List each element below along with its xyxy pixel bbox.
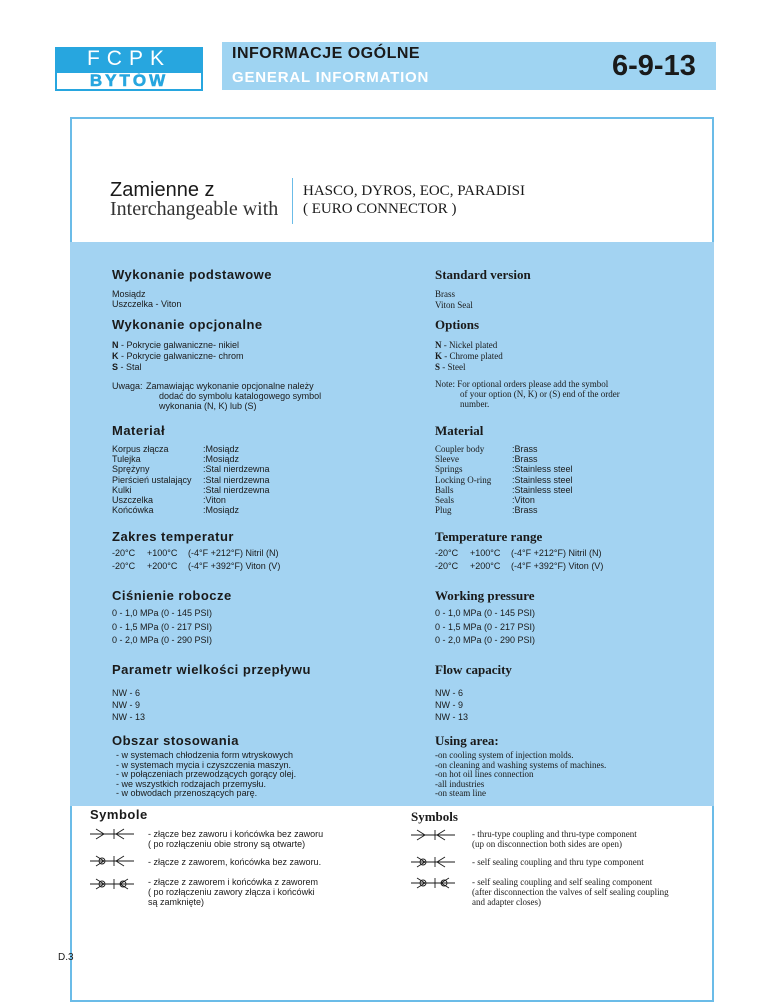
usage-item: -on hot oil lines connection <box>435 769 534 780</box>
header-title-en: GENERAL INFORMATION <box>232 69 430 86</box>
material-heading-pl: Materiał <box>112 423 166 438</box>
options-note-label: Uwaga: <box>112 381 143 391</box>
logo-top-text: FCPK <box>55 47 203 71</box>
options-note-pl: Zamawiając wykonanie opcjonalne należy <box>146 381 314 391</box>
temperature-max: +200°C <box>147 561 178 571</box>
self-sealing-both-symbol-icon <box>90 878 134 890</box>
material-value: :Viton <box>512 495 535 505</box>
material-part: Uszczelka <box>112 495 154 505</box>
symbol-description: są zamknięte) <box>148 897 205 907</box>
temperature-min: -20°C <box>112 548 136 558</box>
page-number: D.3 <box>58 952 74 963</box>
options-note-pl: wykonania (N, K) lub (S) <box>159 401 257 411</box>
material-value: :Stal nierdzewna <box>203 474 270 485</box>
material-part: Końcówka <box>112 505 154 516</box>
usage-item: - we wszystkich rodzajach przemysłu. <box>116 778 267 789</box>
pressure-heading-en: Working pressure <box>435 588 535 603</box>
material-value: :Mosiądz <box>203 505 240 516</box>
temperature-fahrenheit: (-4°F +212°F) Nitril (N) <box>511 548 602 558</box>
temperature-fahrenheit: (-4°F +212°F) Nitril (N) <box>188 548 279 558</box>
interchangeable-brands: HASCO, DYROS, EOC, PARADISI <box>303 183 525 199</box>
catalog-code: 6-9-13 <box>612 50 696 82</box>
material-part: Plug <box>435 505 452 516</box>
material-part: Seals <box>435 495 454 505</box>
self-sealing-coupling-thru-symbol-icon <box>90 855 134 867</box>
material-part: Locking O-ring <box>435 474 492 485</box>
option-item-en: N - Nickel plated <box>435 340 498 350</box>
material-part: Korpus złącza <box>112 444 169 454</box>
options-note-en: Note: For optional orders please add the symbol <box>435 379 609 389</box>
symbol-description: ( po rozłączeniu zawory złącza i końcówki <box>148 887 315 897</box>
logo-bottom-text: BYTÓW <box>55 71 203 91</box>
material-part: Pierścień ustalający <box>112 474 192 485</box>
pressure-row: 0 - 1,5 MPa (0 - 217 PSI) <box>435 621 536 632</box>
flow-row: NW - 9 <box>112 700 140 710</box>
option-item-en: S - Steel <box>435 362 466 372</box>
standard-line: Viton Seal <box>435 300 473 310</box>
interchangeable-label-en: Interchangeable with <box>110 198 279 220</box>
material-part: Sprężyny <box>112 464 150 475</box>
flow-heading-pl: Parametr wielkości przepływu <box>112 662 311 677</box>
material-value: :Stainless steel <box>512 464 573 475</box>
symbols-heading-en: Symbols <box>411 809 458 824</box>
temperature-max: +100°C <box>470 548 501 558</box>
symbol-description: - self sealing coupling and self sealing component <box>472 877 653 887</box>
flow-heading-en: Flow capacity <box>435 662 512 677</box>
symbol-description: ( po rozłączeniu obie strony są otwarte) <box>148 839 306 849</box>
option-item-en: K - Chrome plated <box>435 351 503 361</box>
symbol-description: and adapter closes) <box>472 897 541 907</box>
material-value: :Viton <box>203 495 226 505</box>
material-part: Tulejka <box>112 454 141 465</box>
temperature-min: -20°C <box>435 548 459 558</box>
pressure-row: 0 - 2,0 MPa (0 - 290 PSI) <box>112 635 213 645</box>
usage-item: -on steam line <box>435 788 486 799</box>
options-note-en: of your option (N, K) or (S) end of the order <box>460 389 620 399</box>
symbol-description: - self sealing coupling and thru type component <box>472 857 644 867</box>
material-value: :Stainless steel <box>512 484 573 495</box>
pressure-heading-pl: Ciśnienie robocze <box>112 588 232 603</box>
material-heading-en: Material <box>435 423 484 438</box>
option-item-pl: K - Pokrycie galwaniczne- chrom <box>112 351 244 361</box>
pressure-row: 0 - 1,0 MPa (0 - 145 PSI) <box>112 608 213 618</box>
interchangeable-connector: ( EURO CONNECTOR ) <box>303 201 457 217</box>
symbols-heading-pl: Symbole <box>90 807 148 822</box>
pressure-row: 0 - 1,0 MPa (0 - 145 PSI) <box>435 608 536 618</box>
usage-heading-en: Using area: <box>435 733 499 748</box>
material-part: Coupler body <box>435 444 485 454</box>
standard-line: Uszczelka - Viton <box>112 299 182 309</box>
flow-row: NW - 6 <box>435 688 463 698</box>
header-title-pl: INFORMACJE OGÓLNE <box>232 45 421 62</box>
temperature-max: +200°C <box>470 561 501 571</box>
self-sealing-both-symbol-icon <box>411 877 455 889</box>
temperature-fahrenheit: (-4°F +392°F) Viton (V) <box>511 561 604 571</box>
options-note-pl: dodać do symbolu katalogowego symbol <box>159 391 322 401</box>
temperature-heading-pl: Zakres temperatur <box>112 529 234 544</box>
usage-item: - w połączeniach przewodzących gorący olej. <box>116 769 297 780</box>
material-value: :Stal nierdzewna <box>203 484 270 495</box>
material-part: Springs <box>435 464 463 475</box>
thru-coupling-symbol-icon <box>90 828 134 840</box>
material-value: :Mosiądz <box>203 454 240 465</box>
options-heading-pl: Wykonanie opcjonalne <box>112 317 263 332</box>
material-part: Kulki <box>112 484 132 495</box>
flow-row: NW - 9 <box>435 700 463 710</box>
material-value: :Stal nierdzewna <box>203 464 270 475</box>
temperature-min: -20°C <box>435 561 459 571</box>
symbol-description: - złącze z zaworem i końcówka z zaworem <box>148 877 319 887</box>
material-part: Balls <box>435 484 454 495</box>
material-value: :Stainless steel <box>512 474 573 485</box>
option-item-pl: N - Pokrycie galwaniczne- nikiel <box>112 340 240 350</box>
usage-item: - w systemach chłodzenia form wtryskowych <box>116 750 294 760</box>
temperature-heading-en: Temperature range <box>435 529 543 544</box>
flow-row: NW - 6 <box>112 688 140 698</box>
standard-line: Mosiądz <box>112 289 146 299</box>
temperature-max: +100°C <box>147 548 178 558</box>
pressure-row: 0 - 1,5 MPa (0 - 217 PSI) <box>112 621 213 632</box>
standard-heading-pl: Wykonanie podstawowe <box>112 267 273 282</box>
material-value: :Mosiądz <box>203 444 240 454</box>
interchangeable-label-pl: Zamienne z <box>110 179 215 201</box>
self-sealing-coupling-thru-symbol-icon <box>411 856 455 868</box>
thru-coupling-symbol-icon <box>411 829 455 841</box>
pressure-row: 0 - 2,0 MPa (0 - 290 PSI) <box>435 635 536 645</box>
material-part: Sleeve <box>435 454 459 465</box>
usage-item: -on cooling system of injection molds. <box>435 750 574 760</box>
company-logo <box>55 47 203 91</box>
symbol-description: (up on disconnection both sides are open) <box>472 839 622 849</box>
options-note-en: number. <box>460 399 490 409</box>
symbol-description: (after disconnection the valves of self sealing coupling <box>472 887 669 897</box>
standard-heading-en: Standard version <box>435 267 531 282</box>
material-value: :Brass <box>512 454 538 465</box>
material-value: :Brass <box>512 444 538 454</box>
usage-item: - w systemach mycia i czyszczenia maszyn. <box>116 759 292 770</box>
options-heading-en: Options <box>435 317 480 332</box>
vertical-divider <box>292 178 293 224</box>
usage-item: - w obwodach przenoszących parę. <box>116 788 258 799</box>
option-item-pl: S - Stal <box>112 362 142 372</box>
flow-row: NW - 13 <box>112 712 146 722</box>
usage-heading-pl: Obszar stosowania <box>112 733 239 748</box>
usage-item: -on cleaning and washing systems of machines. <box>435 759 607 770</box>
symbol-description: - thru-type coupling and thru-type component <box>472 829 637 839</box>
symbol-description: - złącze bez zaworu i końcówka bez zaworu <box>148 829 324 839</box>
temperature-min: -20°C <box>112 561 136 571</box>
usage-item: -all industries <box>435 778 485 789</box>
standard-line: Brass <box>435 289 455 299</box>
flow-row: NW - 13 <box>435 712 469 722</box>
temperature-fahrenheit: (-4°F +392°F) Viton (V) <box>188 561 281 571</box>
symbol-description: - złącze z zaworem, końcówka bez zaworu. <box>148 857 322 867</box>
material-value: :Brass <box>512 505 538 516</box>
